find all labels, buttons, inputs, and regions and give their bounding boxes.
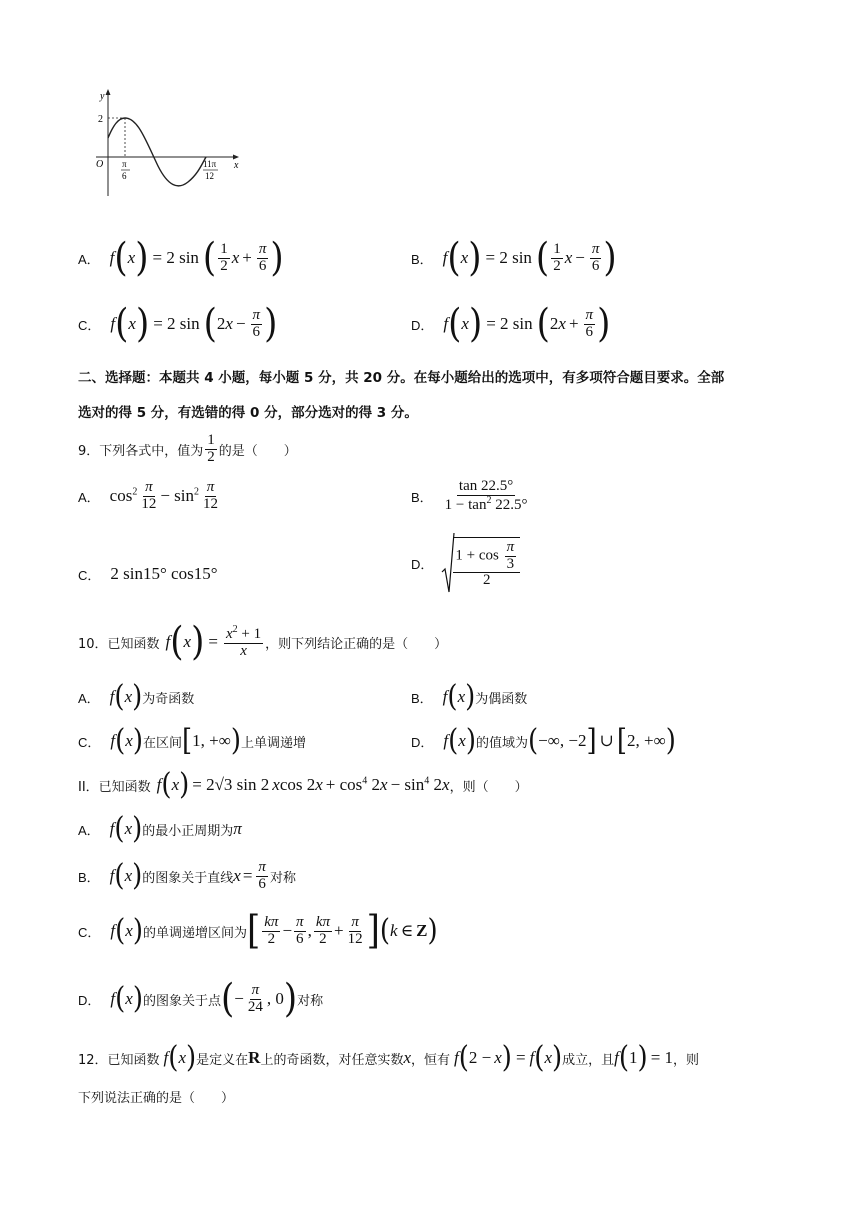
- option-letter: C．: [78, 734, 101, 750]
- q10-option-c[interactable]: C． f ( x ) 在区间 [ 1, +∞ ) 上单调递增: [78, 723, 307, 759]
- option-letter: A．: [78, 251, 100, 267]
- origin-label: O: [96, 159, 104, 170]
- option-letter: A．: [78, 690, 100, 706]
- option-letter: A．: [78, 822, 100, 838]
- q9-option-a[interactable]: A． $\cos^2$ $\frac{\pi}{12}$ − $\sin^2$ $\frac{\pi}{12}$: [78, 478, 219, 512]
- y-tick-label: 2: [98, 114, 103, 125]
- option-letter: B．: [411, 690, 433, 706]
- y-axis-arrow: [106, 89, 111, 95]
- option-letter: D．: [411, 556, 434, 572]
- q12-stem-line1: 12．已知函数 f ( x ) 是定义在 R 上的奇函数，对任意实数 x ，恒有 f ( 2 − x ) = f ( x ) 成立，且 f ( 1 ) = 1 ，则: [78, 1040, 700, 1076]
- sine-graph: [86, 86, 246, 198]
- option-letter: C．: [78, 317, 101, 333]
- x-tick2-den: 12: [205, 171, 214, 181]
- q9-stem: 9．下列各式中，值为 $\frac{1}{2}$ 的是（ ）: [78, 431, 297, 465]
- q11-option-b[interactable]: B． f ( x ) 的图象关于直线 x = $\frac{\pi}{6}$ 对称: [78, 858, 296, 894]
- q12-stem-line2: 下列说法正确的是（ ）: [78, 1091, 235, 1106]
- q10-option-d[interactable]: D． f ( x ) 的值域为 ( −∞, −2 ] ∪ [ 2, +∞ ): [411, 723, 676, 759]
- x-tick1-den: 6: [122, 171, 127, 181]
- q11-option-d[interactable]: D． f ( x ) 的图象关于点 ( − $\frac{\pi}{24}$ , 0 ) 对称: [78, 976, 324, 1022]
- q8-option-a[interactable]: A． f ( x ) = 2 sin ( $\frac{1}{2}$ x + $\frac{\pi}{6}$ ): [78, 235, 284, 281]
- option-letter: D．: [78, 992, 101, 1008]
- q10-option-a[interactable]: A． f ( x ) 为奇函数: [78, 679, 195, 715]
- option-letter: B．: [411, 251, 433, 267]
- x-tick2-num: 11π: [203, 159, 217, 169]
- q8-option-d[interactable]: D． f ( x ) = 2 sin ( 2 x + $\frac{\pi}{6}$ ): [411, 301, 611, 347]
- option-letter: B．: [411, 489, 433, 505]
- q11-option-c[interactable]: C． f ( x ) 的单调递增区间为 [ $\frac{k\pi}{2}$ − $\frac{\pi}{6}$ , $\frac{k\pi}{2}$ + $\frac{\pi}{12}$ ] ( k ∈ Z ): [78, 908, 438, 954]
- option-letter: C．: [78, 567, 101, 583]
- x-axis-arrow: [233, 155, 239, 160]
- q11-option-a[interactable]: A． f ( x ) 的最小正周期为 π: [78, 811, 242, 847]
- section-heading-line1: 二、选择题：本题共 4 小题，每小题 5 分，共 20 分。在每小题给出的选项中，有多项符合题目要求。全部: [78, 370, 725, 386]
- x-axis-label: x: [234, 160, 239, 171]
- q8-option-c[interactable]: C． f ( x ) = 2 sin ( 2 x − $\frac{\pi}{6}$ ): [78, 301, 278, 347]
- q8-option-b[interactable]: B． f ( x ) = 2 sin ( $\frac{1}{2}$ x − $\frac{\pi}{6}$ ): [411, 235, 617, 281]
- q9-option-c[interactable]: C． 2 sin15° cos15°: [78, 564, 218, 583]
- q9-option-b[interactable]: B． $\frac{\tan 22.5^\circ}{1 - \tan^2 22.5^\circ}$: [411, 477, 528, 513]
- q11-stem: II．已知函数 f ( x ) = 2√3 sin 2 x cos 2 x + $\cos^4 2$ x − $\sin^4 2$ x ，则（ ）: [78, 767, 528, 803]
- q9-option-d[interactable]: D． 1 + cos $\frac{\pi}{3}$ 2: [411, 530, 522, 596]
- section-heading-line2: 选对的得 5 分，有选错的得 0 分，部分选对的得 3 分。: [78, 405, 418, 421]
- y-axis-label: y: [100, 91, 105, 102]
- option-letter: B．: [78, 869, 100, 885]
- x-tick1-num: π: [122, 159, 127, 169]
- q10-stem: 10．已知函数 f ( x ) = $\frac{x^2 + 1}{x}$ ，则下列结论正确的是（ ）: [78, 619, 448, 665]
- option-letter: A．: [78, 489, 100, 505]
- option-letter: C．: [78, 924, 101, 940]
- q10-option-b[interactable]: B． f ( x ) 为偶函数: [411, 679, 528, 715]
- option-letter: D．: [411, 317, 434, 333]
- option-letter: D．: [411, 734, 434, 750]
